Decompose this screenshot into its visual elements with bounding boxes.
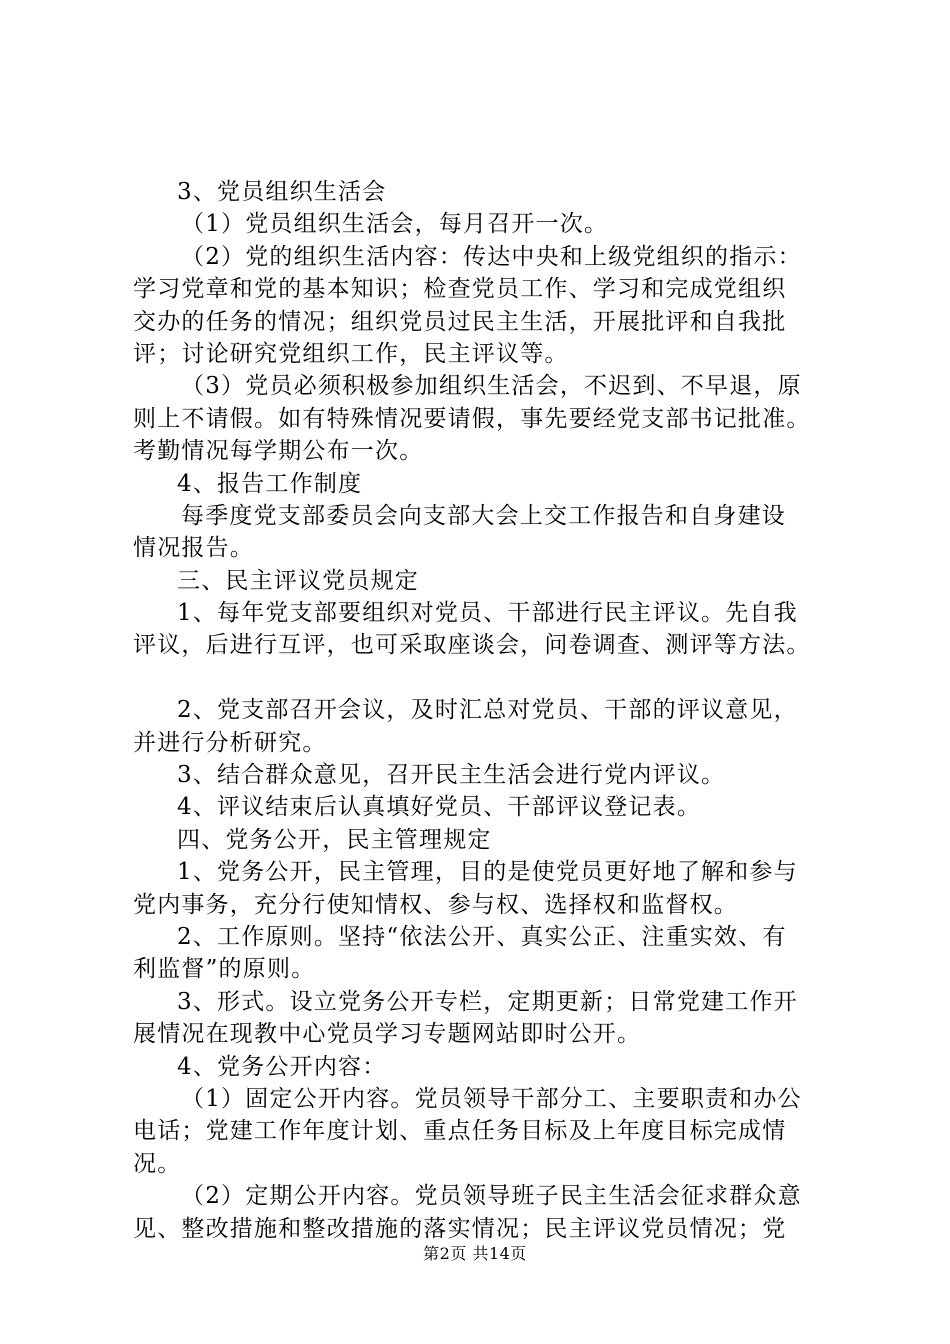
text-line: 3、党员组织生活会 bbox=[177, 179, 387, 205]
text-line: 见、整改措施和整改措施的落实情况；民主评议党员情况；党 bbox=[133, 1215, 787, 1242]
text-line: 评；讨论研究党组织工作，民主评议等。 bbox=[133, 340, 569, 367]
text-line: 情况报告。 bbox=[133, 535, 254, 562]
text-line: 学习党章和党的基本知识；检查党员工作、学习和完成党组织 bbox=[133, 276, 787, 303]
text-line: 1、党务公开，民主管理，目的是使党员更好地了解和参与 bbox=[177, 859, 798, 886]
text-line: 4、评议结束后认真填好党员、干部评议登记表。 bbox=[177, 794, 702, 821]
text-line: （2）党的组织生活内容：传达中央和上级党组织的指示： bbox=[181, 243, 802, 270]
blank-line bbox=[133, 662, 853, 694]
text-line: 三、民主评议党员规定 bbox=[177, 567, 419, 594]
page-number-footer: 第2页 共14页 bbox=[423, 1244, 527, 1263]
text-line: 四、党务公开，民主管理规定 bbox=[177, 826, 492, 853]
text-line: 考勤情况每学期公布一次。 bbox=[133, 438, 424, 465]
text-line: 党内事务，充分行使知情权、参与权、选择权和监督权。 bbox=[133, 891, 738, 918]
document-body bbox=[133, 176, 853, 1245]
text-line: 1、每年党支部要组织对党员、干部进行民主评议。先自我 bbox=[177, 600, 798, 627]
text-line: 每季度党支部委员会向支部大会上交工作报告和自身建设 bbox=[181, 502, 786, 529]
text-line: 则上不请假。如有特殊情况要请假，事先要经党支部书记批准。 bbox=[133, 405, 811, 432]
text-line: 4、党务公开内容： bbox=[177, 1053, 387, 1080]
text-line: 利监督”的原则。 bbox=[133, 956, 316, 983]
text-line: 4、报告工作制度 bbox=[177, 470, 363, 497]
text-line: （1）固定公开内容。党员领导干部分工、主要职责和办公 bbox=[181, 1085, 802, 1112]
text-line: 2、党支部召开会议，及时汇总对党员、干部的评议意见， bbox=[177, 697, 798, 724]
text-line: 3、形式。设立党务公开专栏，定期更新；日常党建工作开 bbox=[177, 988, 798, 1015]
text-line: 并进行分析研究。 bbox=[133, 729, 327, 756]
text-line: 评议，后进行互评，也可采取座谈会，问卷调查、测评等方法。 bbox=[133, 632, 811, 659]
text-line: 电话；党建工作年度计划、重点任务目标及上年度目标完成情 bbox=[133, 1118, 787, 1145]
text-line: （1）党员组织生活会，每月召开一次。 bbox=[181, 211, 609, 238]
text-line: 况。 bbox=[133, 1150, 182, 1177]
text-line: （2）定期公开内容。党员领导班子民主生活会征求群众意 bbox=[181, 1183, 802, 1210]
text-line: 展情况在现教中心党员学习专题网站即时公开。 bbox=[133, 1021, 642, 1048]
text-line: 交办的任务的情况；组织党员过民主生活，开展批评和自我批 bbox=[133, 308, 787, 335]
text-line: （3）党员必须积极参加组织生活会，不迟到、不早退，原 bbox=[181, 373, 802, 400]
text-line: 3、结合群众意见，召开民主生活会进行党内评议。 bbox=[177, 762, 726, 789]
text-line: 2、工作原则。坚持“依法公开、真实公正、注重实效、有 bbox=[177, 923, 787, 950]
